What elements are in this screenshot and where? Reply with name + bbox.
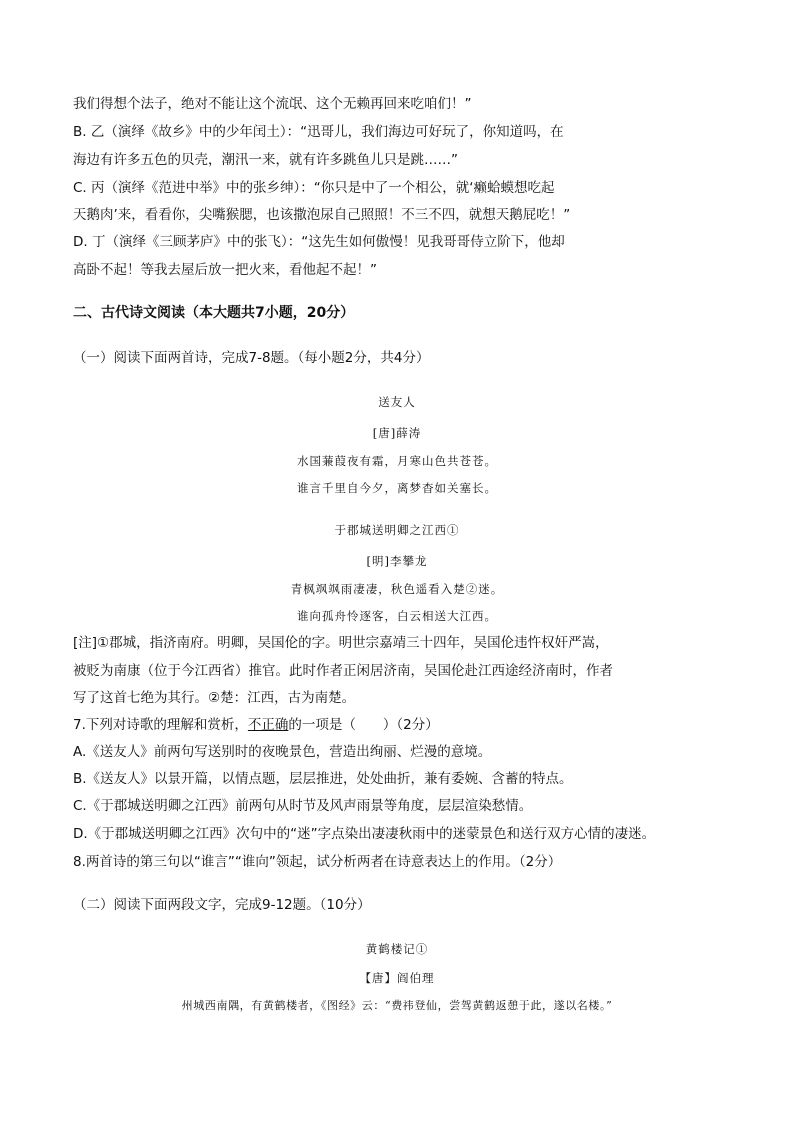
note-line2: 被贬为南康（位于今江西省）推官。此时作者正闲居济南，吴国伦赴江西途经济南时，作者 (73, 663, 613, 679)
q7-option-b: B.《送友人》以景开篇，以情点题，层层推进，处处曲折，兼有委婉、含蓄的特点。 (73, 771, 573, 787)
option-d-line1: D. 丁（演绎《三顾茅庐》中的张飞）：“这先生如何傲慢！见我哥哥侍立阶下，他却 (73, 234, 565, 250)
poem2-title: 于郡城送明卿之江西① (334, 523, 460, 537)
q7-option-c: C.《于郡城送明卿之江西》前两句从时节及风声雨景等角度，层层渲染愁情。 (73, 798, 533, 814)
prose-line1: 州城西南隅，有黄鹤楼者，《图经》云：“费祎登仙，尝驾黄鹤返憩于此，遂以名楼。” (181, 999, 613, 1012)
note-line1: [注]①郡城，指济南府。明卿，吴国伦的字。明世宗嘉靖三十四年，吴国伦违忤权奸严嵩， (73, 635, 609, 651)
section-heading: 二、古代诗文阅读（本大题共7小题，20分） (73, 305, 355, 321)
poem2-line1: 青枫飒飒雨凄凄，秋色遥看入楚②迷。 (290, 582, 504, 596)
option-c-line1: C. 丙（演绎《范进中举》中的张乡绅）：“你只是中了一个相公，就‘癞蛤蟆想吃起 (73, 180, 555, 196)
part2-instruction: （二）阅读下面两段文字，完成9-12题。（10分） (73, 897, 371, 913)
q7-option-d: D.《于郡城送明卿之江西》次句中的“迷”字点染出凄凄秋雨中的迷蒙景色和送行双方心情的凄迷。 (73, 826, 656, 842)
poem1-author: [唐]薛涛 (372, 426, 422, 440)
poem1-line2: 谁言千里自今夕，离梦杳如关塞长。 (297, 481, 497, 495)
poem2-author: [明]李攀龙 (366, 554, 428, 568)
poem1-title: 送友人 (378, 395, 416, 409)
option-b-line2: 海边有许多五色的贝壳，潮汛一来，就有许多跳鱼儿只是跳……” (73, 152, 458, 168)
poem1-line1: 水国蒹葭夜有霜，月寒山色共苍苍。 (297, 454, 497, 468)
part1-instruction: （一）阅读下面两首诗，完成7-8题。（每小题2分，共4分） (73, 350, 430, 366)
option-b-line1: B. 乙（演绎《故乡》中的少年闰土）：“迅哥儿，我们海边可好玩了，你知道吗，在 (73, 124, 564, 140)
q7-stem-underlined: 不正确 (247, 717, 289, 733)
question-8: 8.两首诗的第三句以“谁言”“谁向”领起，试分析两者在诗意表达上的作用。（2分） (73, 854, 562, 870)
q7-stem-before: 7.下列对诗歌的理解和赏析， (73, 717, 248, 733)
question-7-stem (73, 716, 439, 734)
option-c-line2: 天鹅肉’来，看看你，尖嘴猴腮，也该撒泡尿自己照照！不三不四，就想天鹅屁吃！” (73, 207, 571, 223)
q7-option-a: A.《送友人》前两句写送别时的夜晚景色，营造出绚丽、烂漫的意境。 (73, 744, 492, 760)
prose-author: 【唐】阎伯理 (359, 971, 435, 985)
q7-stem-after: 的一项是（ ）（2分） (288, 717, 439, 733)
prose-title: 黄鹤楼记① (365, 942, 429, 956)
poem2-line2: 谁向孤舟怜逐客，白云相送大江西。 (297, 609, 497, 623)
note-line3: 写了这首七绝为其行。②楚：江西，古为南楚。 (73, 690, 356, 706)
option-d-line2: 高卧不起！等我去屋后放一把火来，看他起不起！” (73, 262, 377, 278)
option-a-continuation: 我们得想个法子，绝对不能让这个流氓、这个无赖再回来吃咱们！” (73, 96, 472, 112)
